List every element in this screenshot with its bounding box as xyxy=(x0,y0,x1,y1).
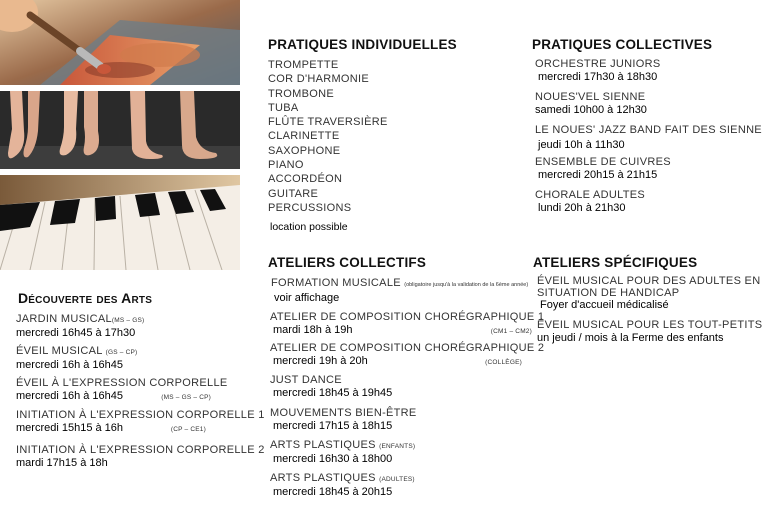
list-item: ACCORDÉON xyxy=(268,173,343,186)
painting-brush-photo-icon xyxy=(0,0,240,85)
item-name: ÉVEIL MUSICAL xyxy=(16,345,103,357)
item-name: JUST DANCE xyxy=(270,374,342,386)
item-schedule: mercredi 17h15 à 18h15 xyxy=(273,420,393,432)
item-schedule: mercredi 17h30 à 18h30 xyxy=(538,71,658,83)
item-schedule: mercredi 15h15 à 16h xyxy=(16,422,124,434)
decouverte-item xyxy=(16,377,241,403)
item-level: (GS – CP) xyxy=(105,349,138,356)
collectives-item xyxy=(535,156,671,182)
item-schedule: mercredi 16h à 16h45 xyxy=(16,390,124,402)
item-level: (CM1 – CM2) xyxy=(490,328,532,335)
list-item: TUBA xyxy=(268,101,299,114)
list-item: SAXOPHONE xyxy=(268,144,341,157)
ateliers-item xyxy=(270,342,545,368)
item-name: LE NOUES' JAZZ BAND FAIT DES SIENNE xyxy=(535,124,762,136)
item-name: ARTS PLASTIQUES xyxy=(270,472,376,484)
item-schedule: jeudi 10h à 11h30 xyxy=(538,139,625,151)
item-name: ATELIER DE COMPOSITION CHORÉGRAPHIQUE 2 xyxy=(270,342,545,354)
item-note: (obligatoire jusqu'à la validation de la 6ème année) xyxy=(404,282,529,288)
ateliers-item xyxy=(270,374,392,400)
ateliers-item xyxy=(270,407,417,433)
item-name: JARDIN MUSICAL xyxy=(16,313,112,325)
dance-photo xyxy=(0,91,240,169)
ateliers-item xyxy=(271,277,528,305)
list-item: GUITARE xyxy=(268,187,319,200)
item-name: ARTS PLASTIQUES xyxy=(270,439,376,451)
collectives-title: PRATIQUES COLLECTIVES xyxy=(532,37,713,52)
item-schedule: mercredi 16h30 à 18h00 xyxy=(273,453,393,465)
item-level: (COLLÈGE) xyxy=(485,359,522,366)
item-name: ENSEMBLE DE CUIVRES xyxy=(535,156,671,168)
decouverte-item xyxy=(16,345,137,372)
item-schedule: Foyer d'accueil médicalisé xyxy=(540,299,669,311)
specifiques-item xyxy=(537,319,762,345)
ateliers-collectifs-title: ATELIERS COLLECTIFS xyxy=(268,255,427,270)
painting-photo xyxy=(0,0,240,85)
list-item: PIANO xyxy=(268,159,304,172)
item-level: (MS – GS – CP) xyxy=(161,394,211,401)
list-item: TROMPETTE xyxy=(268,59,339,71)
item-schedule: un jeudi / mois à la Ferme des enfants xyxy=(537,332,724,344)
collectives-item xyxy=(535,91,647,117)
item-schedule: mardi 18h à 19h xyxy=(273,324,353,336)
item-name: ATELIER DE COMPOSITION CHORÉGRAPHIQUE 1 xyxy=(270,311,545,323)
item-schedule: mercredi 16h à 16h45 xyxy=(16,359,124,371)
ballet-dancers-feet-photo-icon xyxy=(0,91,240,169)
collectives-item xyxy=(535,58,661,84)
specifiques-item xyxy=(537,275,760,312)
item-schedule: mercredi 18h45 à 19h45 xyxy=(273,387,393,399)
decouverte-item xyxy=(16,409,265,435)
item-name: ÉVEIL MUSICAL POUR LES TOUT-PETITS xyxy=(537,319,763,331)
item-name: ÉVEIL MUSICAL POUR DES ADULTES EN xyxy=(537,275,761,287)
collectives-item xyxy=(535,124,762,152)
list-item: FLÛTE TRAVERSIÈRE xyxy=(268,116,388,129)
item-schedule: mercredi 16h45 à 17h30 xyxy=(16,327,136,339)
decouverte-item xyxy=(16,444,265,470)
item-name: NOUES'VEL SIENNE xyxy=(535,91,646,103)
decouverte-item xyxy=(16,313,144,340)
decouverte-title: Découverte des Arts xyxy=(18,290,153,306)
item-note: (ADULTES) xyxy=(379,476,415,483)
ateliers-specifiques-title: ATELIERS SPÉCIFIQUES xyxy=(533,255,698,270)
item-name: ORCHESTRE JUNIORS xyxy=(535,58,661,70)
item-schedule: mercredi 20h15 à 21h15 xyxy=(538,169,658,181)
list-item: COR D'HARMONIE xyxy=(268,73,370,86)
item-schedule: mercredi 19h à 20h xyxy=(273,355,368,367)
piano-photo xyxy=(0,175,240,270)
ateliers-item xyxy=(270,472,415,499)
list-item: TROMBONE xyxy=(268,87,334,100)
item-level: (CP – CE1) xyxy=(170,426,206,433)
item-schedule: mardi 17h15 à 18h xyxy=(16,457,108,469)
item-name: MOUVEMENTS BIEN-ÊTRE xyxy=(270,407,417,419)
instrument-list xyxy=(268,58,388,215)
item-schedule: lundi 20h à 21h30 xyxy=(538,202,626,214)
item-name: CHORALE ADULTES xyxy=(535,189,646,201)
individuelles-title: PRATIQUES INDIVIDUELLES xyxy=(268,37,457,52)
piano-keys-photo-icon xyxy=(0,175,240,270)
item-name: INITIATION À L'EXPRESSION CORPORELLE 2 xyxy=(16,444,265,456)
location-note: location possible xyxy=(270,221,348,233)
item-schedule: voir affichage xyxy=(274,292,340,304)
item-name: INITIATION À L'EXPRESSION CORPORELLE 1 xyxy=(16,409,265,421)
ateliers-item xyxy=(270,439,415,466)
item-name: ÉVEIL À L'EXPRESSION CORPORELLE xyxy=(16,377,228,389)
item-note: (ENFANTS) xyxy=(379,443,416,450)
collectives-item xyxy=(535,189,645,215)
item-name-line2: SITUATION DE HANDICAP xyxy=(537,287,680,299)
list-item: PERCUSSIONS xyxy=(268,201,352,214)
item-schedule: mercredi 18h45 à 20h15 xyxy=(273,486,393,498)
item-name: FORMATION MUSICALE xyxy=(271,277,401,289)
item-schedule: samedi 10h00 à 12h30 xyxy=(535,104,647,116)
item-level: (MS – GS) xyxy=(111,317,145,324)
ateliers-item xyxy=(270,311,545,337)
list-item: CLARINETTE xyxy=(268,130,340,143)
